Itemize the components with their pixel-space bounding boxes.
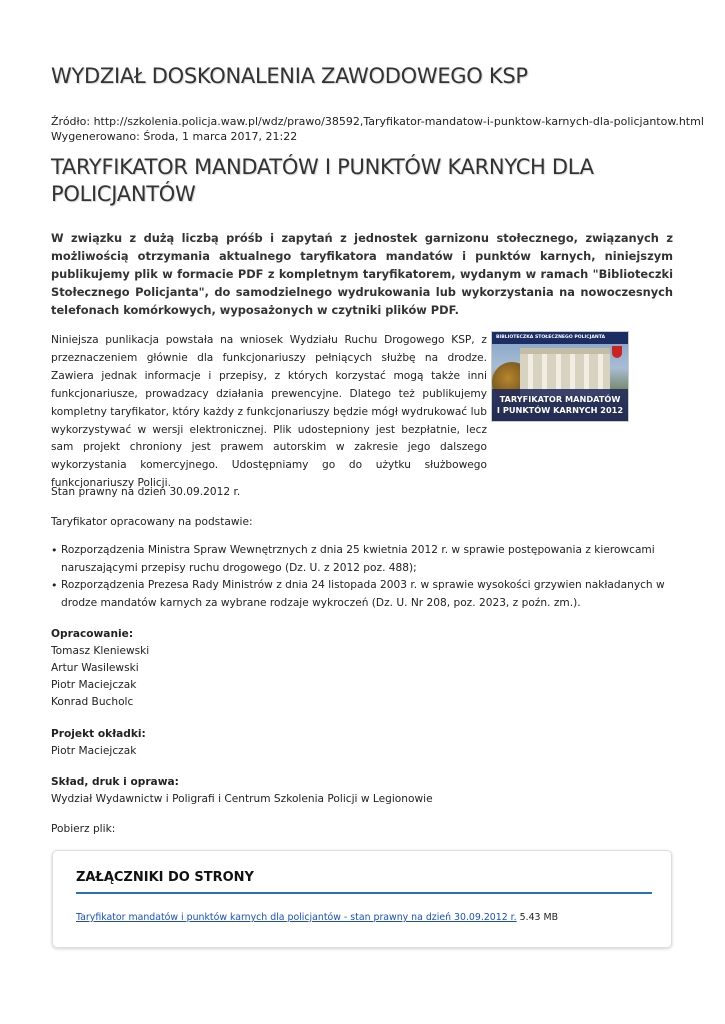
attachments-box <box>52 850 672 948</box>
cover-caption-line2: I PUNKTÓW KARNYCH 2012 <box>496 405 624 415</box>
author-name: Artur Wasilewski <box>51 662 139 674</box>
attachments-title: ZAŁĄCZNIKI DO STRONY <box>76 870 254 885</box>
credits-cover <box>51 726 146 760</box>
cover-design-label: Projekt okładki: <box>51 728 146 740</box>
source-url: Źródło: http://szkolenia.policja.waw.pl/wdz/prawo/38592,Taryfikator-mandatow-i-punktow-karnych-dla-policjantow.html <box>51 115 704 128</box>
attachment-size: 5.43 MB <box>519 912 559 923</box>
attachments-divider <box>76 892 652 894</box>
legal-state: Stan prawny na dzień 30.09.2012 r. <box>51 486 241 498</box>
generated-date: Wygenerowano: Środa, 1 marca 2017, 21:22 <box>51 130 298 143</box>
document-meta <box>51 114 704 144</box>
authors-label: Opracowanie: <box>51 628 134 640</box>
list-item: • Rozporządzenia Ministra Spraw Wewnętrznych z dnia 25 kwietnia 2012 r. w sprawie postępowania z kierowcami naruszającymi przepisy ruchu drogowego (Dz. U. z 2012 poz. 488); <box>51 542 676 577</box>
cover-series-label: BIBLIOTECZKA STOŁECZNEGO POLICJANTA <box>492 332 628 344</box>
cover-caption <box>492 389 628 421</box>
print-label: Skład, druk i oprawa: <box>51 776 179 788</box>
credits-print <box>51 774 433 808</box>
credits-authors <box>51 626 149 711</box>
cover-caption-line1: TARYFIKATOR MANDATÓW <box>499 394 621 404</box>
download-label: Pobierz plik: <box>51 823 116 835</box>
police-crest-icon <box>612 346 622 358</box>
basis-list <box>51 542 676 612</box>
article-title: TARYFIKATOR MANDATÓW I PUNKTÓW KARNYCH DLA POLICJANTÓW <box>51 155 594 206</box>
author-name: Tomasz Kleniewski <box>51 645 150 657</box>
attachment-row <box>76 912 558 923</box>
cover-image <box>491 331 629 422</box>
author-name: Piotr Maciejczak <box>51 679 137 691</box>
print-by: Wydział Wydawnictw i Poligrafi i Centrum Szkolenia Policji w Legionowie <box>51 793 433 805</box>
basis-intro: Taryfikator opracowany na podstawie: <box>51 516 253 528</box>
author-name: Konrad Bucholc <box>51 696 134 708</box>
article-intro: Niniejsza punlikacja powstała na wniosek Wydziału Ruchu Drogowego KSP, z przeznaczeniem głównie dla funkcjonariuszy pełniących służbę na drodze. Zawiera jednak informacje i przepisy, z których korzystać mogą także inni funkcjonariusze, prowadzacy działania prewencyjne. Dlatego też publikujemy kompletny taryfikator, który każdy z funkcjonariuszy będzie mógł wydrukować lub wykorzystywać w wersji elektronicznej. Plik udostepniony jest bezpłatnie, lecz sam projekt chroniony jest prawem autorskim w zakresie jego dalszego wykorzystania komercyjnego. Udostępniamy go do użytku służbowego funkcjonariuszy Policji. <box>51 334 487 490</box>
attachment-link[interactable]: Taryfikator mandatów i punktów karnych dla policjantów - stan prawny na dzień 30.09.2012 r. <box>76 912 517 923</box>
site-title: WYDZIAŁ DOSKONALENIA ZAWODOWEGO KSP <box>51 64 528 88</box>
article-lead: W związku z dużą liczbą próśb i zapytań z jednostek garnizonu stołecznego, związanych z możliwością otrzymania aktualnego taryfikatora mandatów i punktów karnych, niniejszym publikujemy plik w formacie PDF z kompletnym taryfikatorem, wydanym w ramach "Biblioteczki Stołecznego Policjanta", do samodzielnego wydrukowania lub wykorzystania na nowoczesnych telefonach komórkowych, wyposażonych w czytniki plików PDF. <box>51 231 673 317</box>
cover-designer: Piotr Maciejczak <box>51 745 137 757</box>
list-item: • Rozporządzenia Prezesa Rady Ministrów z dnia 24 listopada 2003 r. w sprawie wysokości grzywien nakładanych w drodze mandatów karnych za wybrane rodzaje wykroczeń (Dz. U. Nr 208, poz. 2023, z poźn. zm.). <box>51 577 676 612</box>
